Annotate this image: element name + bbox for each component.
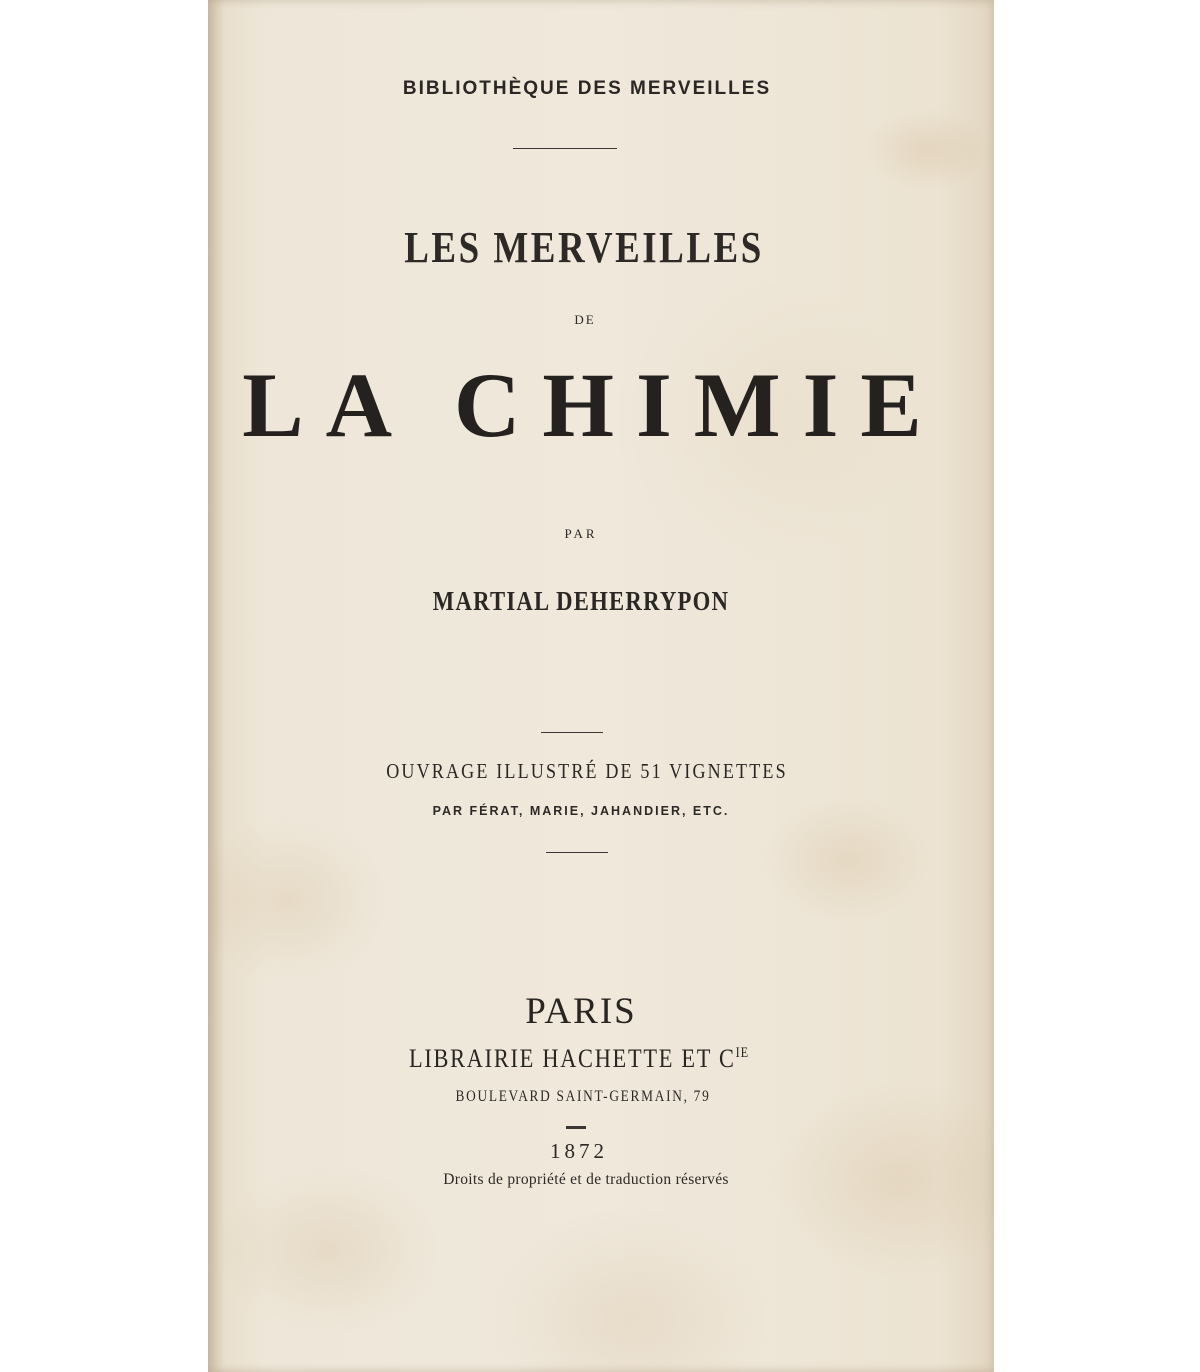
publisher-line bbox=[241, 1044, 917, 1074]
illustrators-line: PAR FÉRAT, MARIE, JAHANDIER, ETC. bbox=[432, 804, 730, 818]
publisher-suffix: IE bbox=[735, 1045, 750, 1061]
main-title: LA CHIMIE bbox=[242, 354, 944, 456]
rights-notice: Droits de propriété et de traduction réservés bbox=[443, 1171, 729, 1188]
divider-rule bbox=[546, 852, 608, 853]
author-name: MARTIAL DEHERRYPON bbox=[432, 586, 730, 616]
publication-city: PARIS bbox=[525, 991, 637, 1032]
title-page bbox=[208, 0, 994, 1372]
divider-rule bbox=[513, 148, 617, 149]
by-label: PAR bbox=[564, 526, 598, 541]
divider-rule bbox=[566, 1126, 586, 1129]
divider-rule bbox=[541, 732, 603, 733]
publication-year: 1872 bbox=[550, 1139, 608, 1163]
publisher-name: LIBRAIRIE HACHETTE ET C bbox=[408, 1044, 736, 1073]
series-heading: BIBLIOTHÈQUE DES MERVEILLES bbox=[402, 78, 772, 99]
publisher-address: BOULEVARD SAINT-GERMAIN, 79 bbox=[455, 1088, 711, 1105]
title-line-1: LES MERVEILLES bbox=[404, 223, 764, 272]
illustration-note: OUVRAGE ILLUSTRÉ DE 51 VIGNETTES bbox=[386, 759, 788, 783]
title-connector: DE bbox=[574, 312, 596, 327]
